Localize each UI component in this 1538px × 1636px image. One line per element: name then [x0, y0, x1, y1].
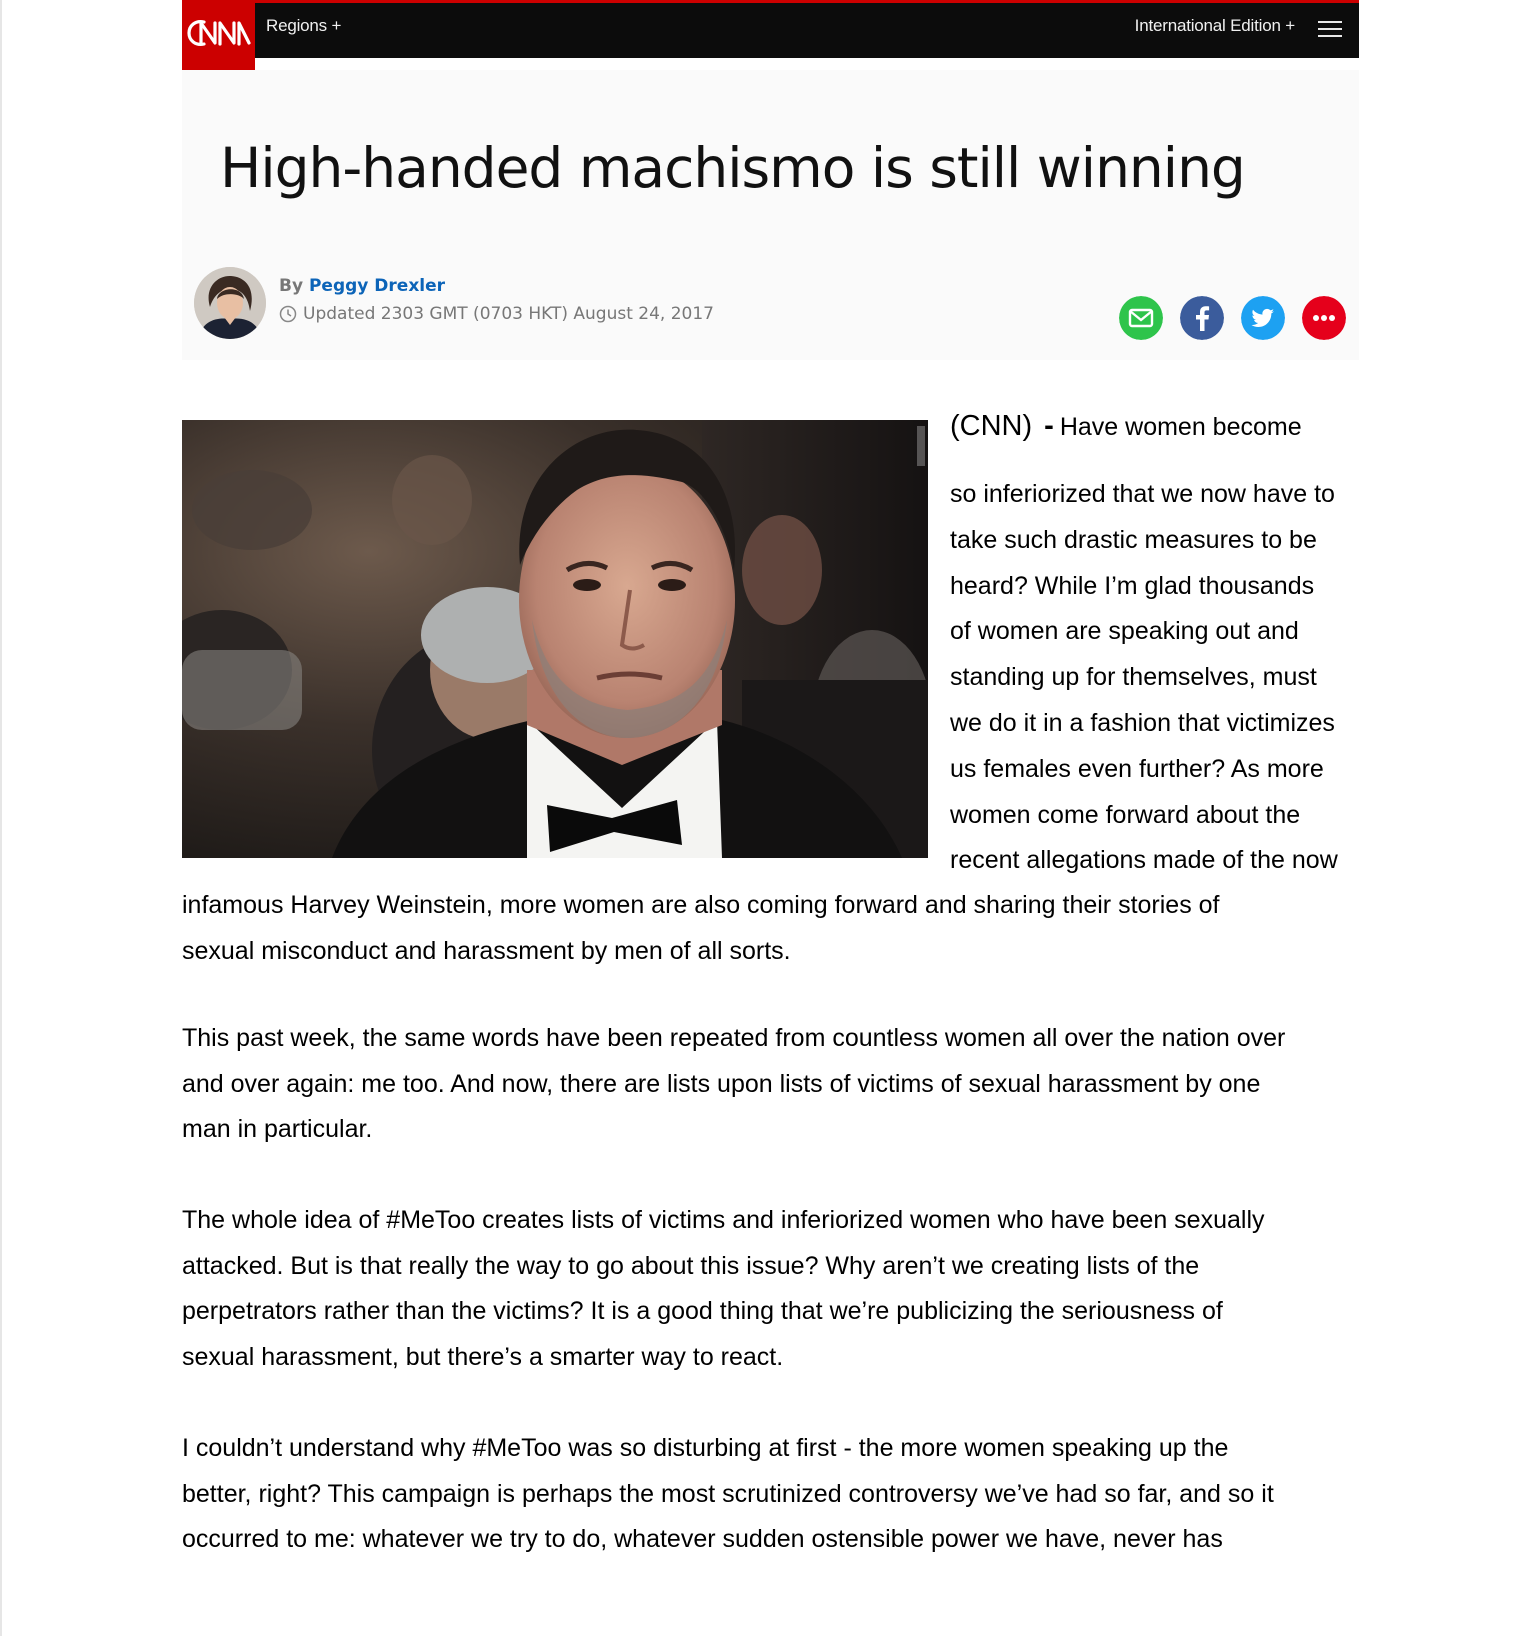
- more-icon[interactable]: [1302, 296, 1346, 340]
- intro-tail-text: [182, 883, 1220, 975]
- paragraph-line: perpetrators rather than the victims? It is a good thing that we’re publicizing the seriousness of: [182, 1297, 1223, 1325]
- article-paragraph-3: [182, 1198, 1362, 1380]
- paragraph-line: sexual harassment, but there’s a smarter way to react.: [182, 1342, 784, 1371]
- email-icon[interactable]: [1119, 296, 1163, 340]
- intro-wrap-text: [950, 472, 1365, 884]
- paragraph-line: occurred to me: whatever we try to do, whatever sudden ostensible power we have, never has: [182, 1525, 1223, 1553]
- article-photo: [182, 420, 928, 858]
- page-title: High-handed machismo is still winning: [220, 136, 1245, 200]
- photo-illustration: [182, 420, 928, 858]
- dateline: (CNN): [950, 410, 1033, 442]
- facebook-icon[interactable]: [1180, 296, 1224, 340]
- author-avatar[interactable]: [194, 267, 266, 339]
- intro-line: women come forward about the: [950, 800, 1301, 829]
- paragraph-line: I couldn’t understand why #MeToo was so disturbing at first - the more women speaking up the: [182, 1434, 1229, 1462]
- headline-section: [182, 70, 1359, 360]
- paragraph-line: The whole idea of #MeToo creates lists of victims and inferiorized women who have been sexually: [182, 1206, 1265, 1234]
- paragraph-line: better, right? This campaign is perhaps the most scrutinized controversy we’ve had so far, and so it: [182, 1479, 1274, 1508]
- paragraph-line: man in particular.: [182, 1115, 373, 1143]
- intro-line: heard? While I’m glad thousands: [950, 571, 1315, 600]
- byline-prefix: By: [279, 276, 304, 296]
- paragraph-line: and over again: me too. And now, there are lists upon lists of victims of sexual harassment by one: [182, 1069, 1261, 1098]
- intro-line: us females even further? As more: [950, 754, 1324, 783]
- dateline-dash: -: [1044, 410, 1054, 442]
- share-bar: [1119, 296, 1346, 340]
- hamburger-menu-icon[interactable]: [1318, 21, 1342, 37]
- intro-start: Have women become: [1059, 413, 1302, 441]
- nav-regions[interactable]: Regions +: [266, 16, 342, 35]
- intro-line: of women are speaking out and: [950, 617, 1299, 646]
- cnn-logo[interactable]: [182, 0, 255, 70]
- paragraph-line: This past week, the same words have been repeated from countless women all over the nation over: [182, 1024, 1286, 1052]
- intro-line: infamous Harvey Weinstein, more women are also coming forward and sharing their stories of: [182, 891, 1220, 919]
- nav-international-edition[interactable]: International Edition +: [1134, 16, 1295, 35]
- author-link[interactable]: Peggy Drexler: [308, 276, 446, 296]
- byline: [279, 276, 445, 296]
- intro-line: standing up for themselves, must: [950, 663, 1317, 692]
- intro-line: sexual misconduct and harassment by men of all sorts.: [182, 936, 791, 965]
- clock-icon: [279, 305, 297, 323]
- intro-first-line: [950, 408, 1302, 445]
- twitter-icon[interactable]: [1241, 296, 1285, 340]
- intro-line: take such drastic measures to be: [950, 525, 1317, 554]
- intro-line: we do it in a fashion that victimizes: [950, 708, 1335, 737]
- cnn-logo-icon: [187, 16, 251, 50]
- intro-line: so inferiorized that we now have to: [950, 480, 1335, 508]
- updated-text: Updated 2303 GMT (0703 HKT) August 24, 2017: [303, 304, 714, 324]
- author-portrait-icon: [194, 267, 266, 339]
- article-paragraph-2: [182, 1016, 1362, 1153]
- intro-line: recent allegations made of the now: [950, 846, 1338, 875]
- updated-timestamp: [279, 304, 714, 324]
- paragraph-line: attacked. But is that really the way to go about this issue? Why aren’t we creating lists of the: [182, 1251, 1200, 1280]
- page-edge: [0, 0, 2, 1636]
- article-paragraph-4: [182, 1426, 1362, 1563]
